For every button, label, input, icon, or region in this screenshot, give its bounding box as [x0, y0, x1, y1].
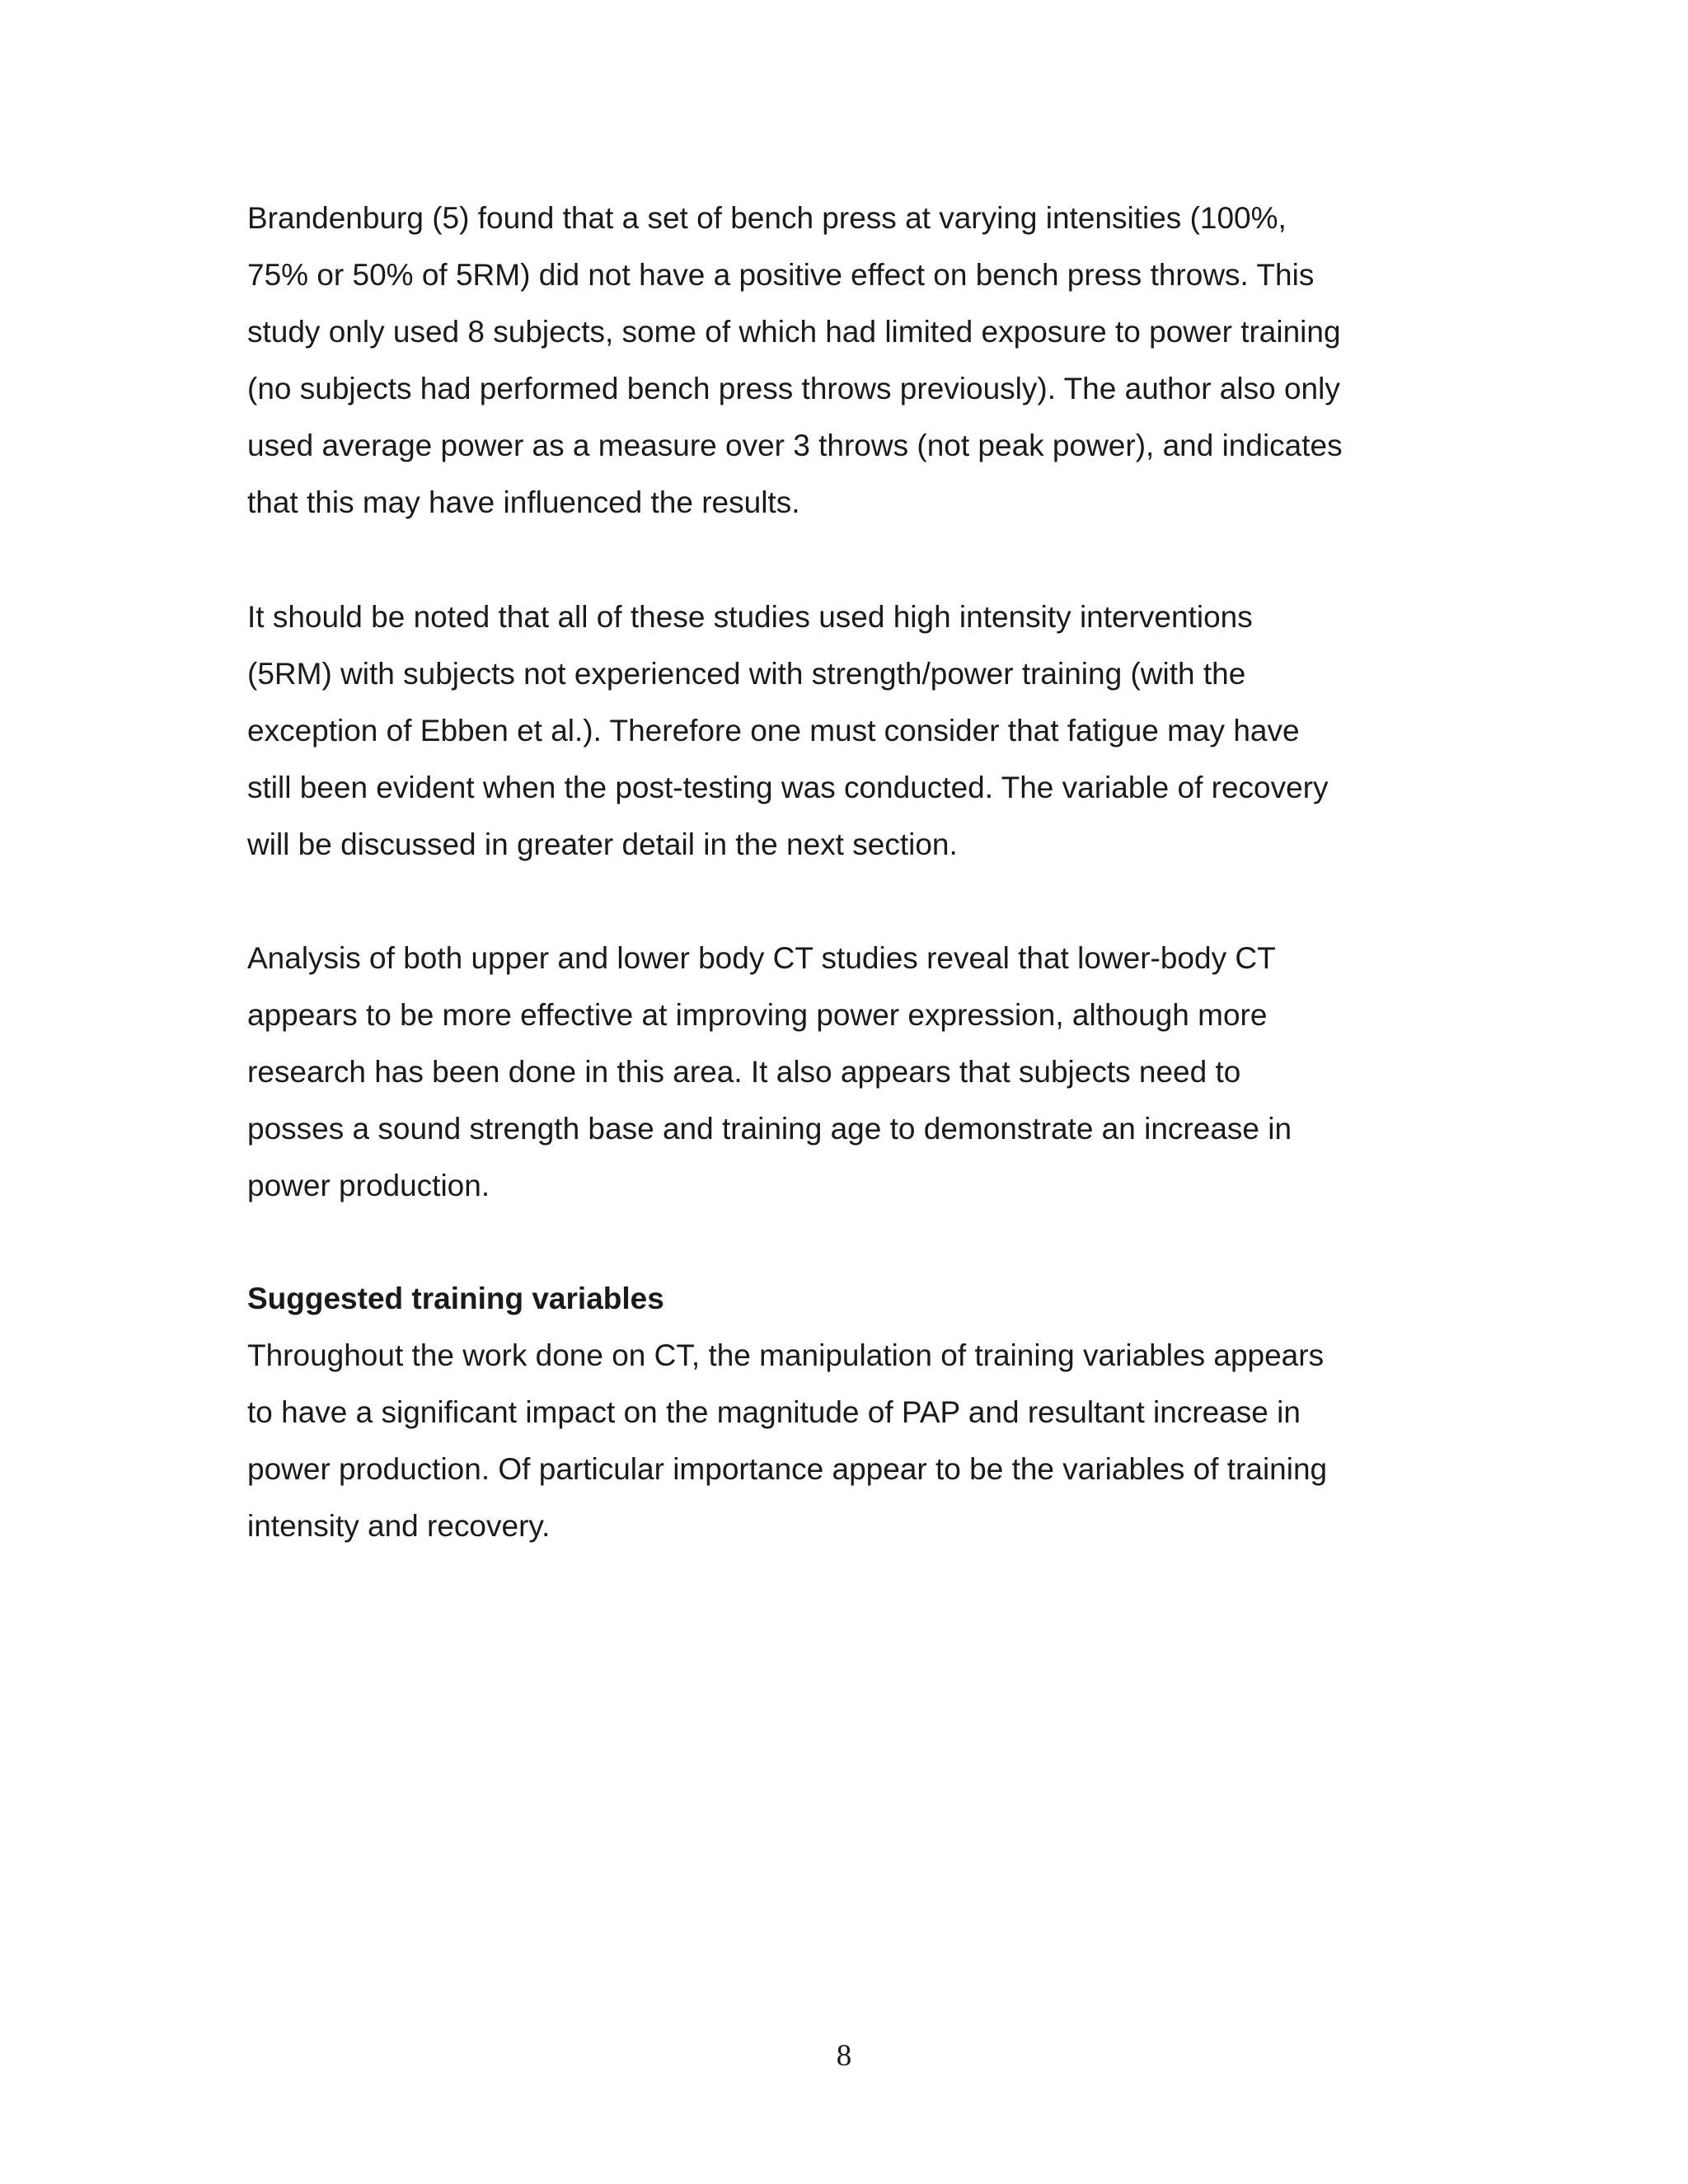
- text-line: power production.: [247, 1169, 490, 1202]
- text-line: used average power as a measure over 3 throws (not peak power), and indicates: [247, 429, 1343, 462]
- text-line: (no subjects had performed bench press throws previously). The author also only: [247, 372, 1340, 405]
- section-heading: Suggested training variables: [247, 1282, 664, 1315]
- paragraph-brandenburg: [247, 190, 1451, 531]
- text-line: posses a sound strength base and training age to demonstrate an increase in: [247, 1112, 1292, 1146]
- paragraph-training-variables: [247, 1327, 1451, 1554]
- text-line: study only used 8 subjects, some of which had limited exposure to power training: [247, 315, 1341, 349]
- text-line: (5RM) with subjects not experienced with strength/power training (with the: [247, 657, 1246, 691]
- page-number: 8: [836, 2039, 852, 2073]
- text-line: Throughout the work done on CT, the manipulation of training variables appears: [247, 1338, 1325, 1372]
- text-line: exception of Ebben et al.). Therefore one must consider that fatigue may have: [247, 714, 1300, 748]
- text-line: that this may have influenced the results.: [247, 485, 800, 519]
- text-line: appears to be more effective at improving power expression, although more: [247, 998, 1268, 1032]
- text-line: still been evident when the post-testing was conducted. The variable of recovery: [247, 771, 1329, 804]
- text-line: Analysis of both upper and lower body CT studies reveal that lower-body CT: [247, 941, 1276, 975]
- paragraph-analysis: [247, 930, 1451, 1214]
- text-line: Brandenburg (5) found that a set of bench press at varying intensities (100%,: [247, 201, 1287, 235]
- text-line: intensity and recovery.: [247, 1509, 551, 1543]
- text-line: power production. Of particular importance appear to be the variables of training: [247, 1452, 1328, 1486]
- text-line: 75% or 50% of 5RM) did not have a positive effect on bench press throws. This: [247, 258, 1315, 292]
- text-line: It should be noted that all of these studies used high intensity interventions: [247, 600, 1253, 634]
- text-line: will be discussed in greater detail in the next section.: [247, 827, 958, 861]
- paragraph-high-intensity: [247, 588, 1451, 873]
- text-line: to have a significant impact on the magnitude of PAP and resultant increase in: [247, 1395, 1301, 1429]
- text-line: research has been done in this area. It also appears that subjects need to: [247, 1055, 1241, 1089]
